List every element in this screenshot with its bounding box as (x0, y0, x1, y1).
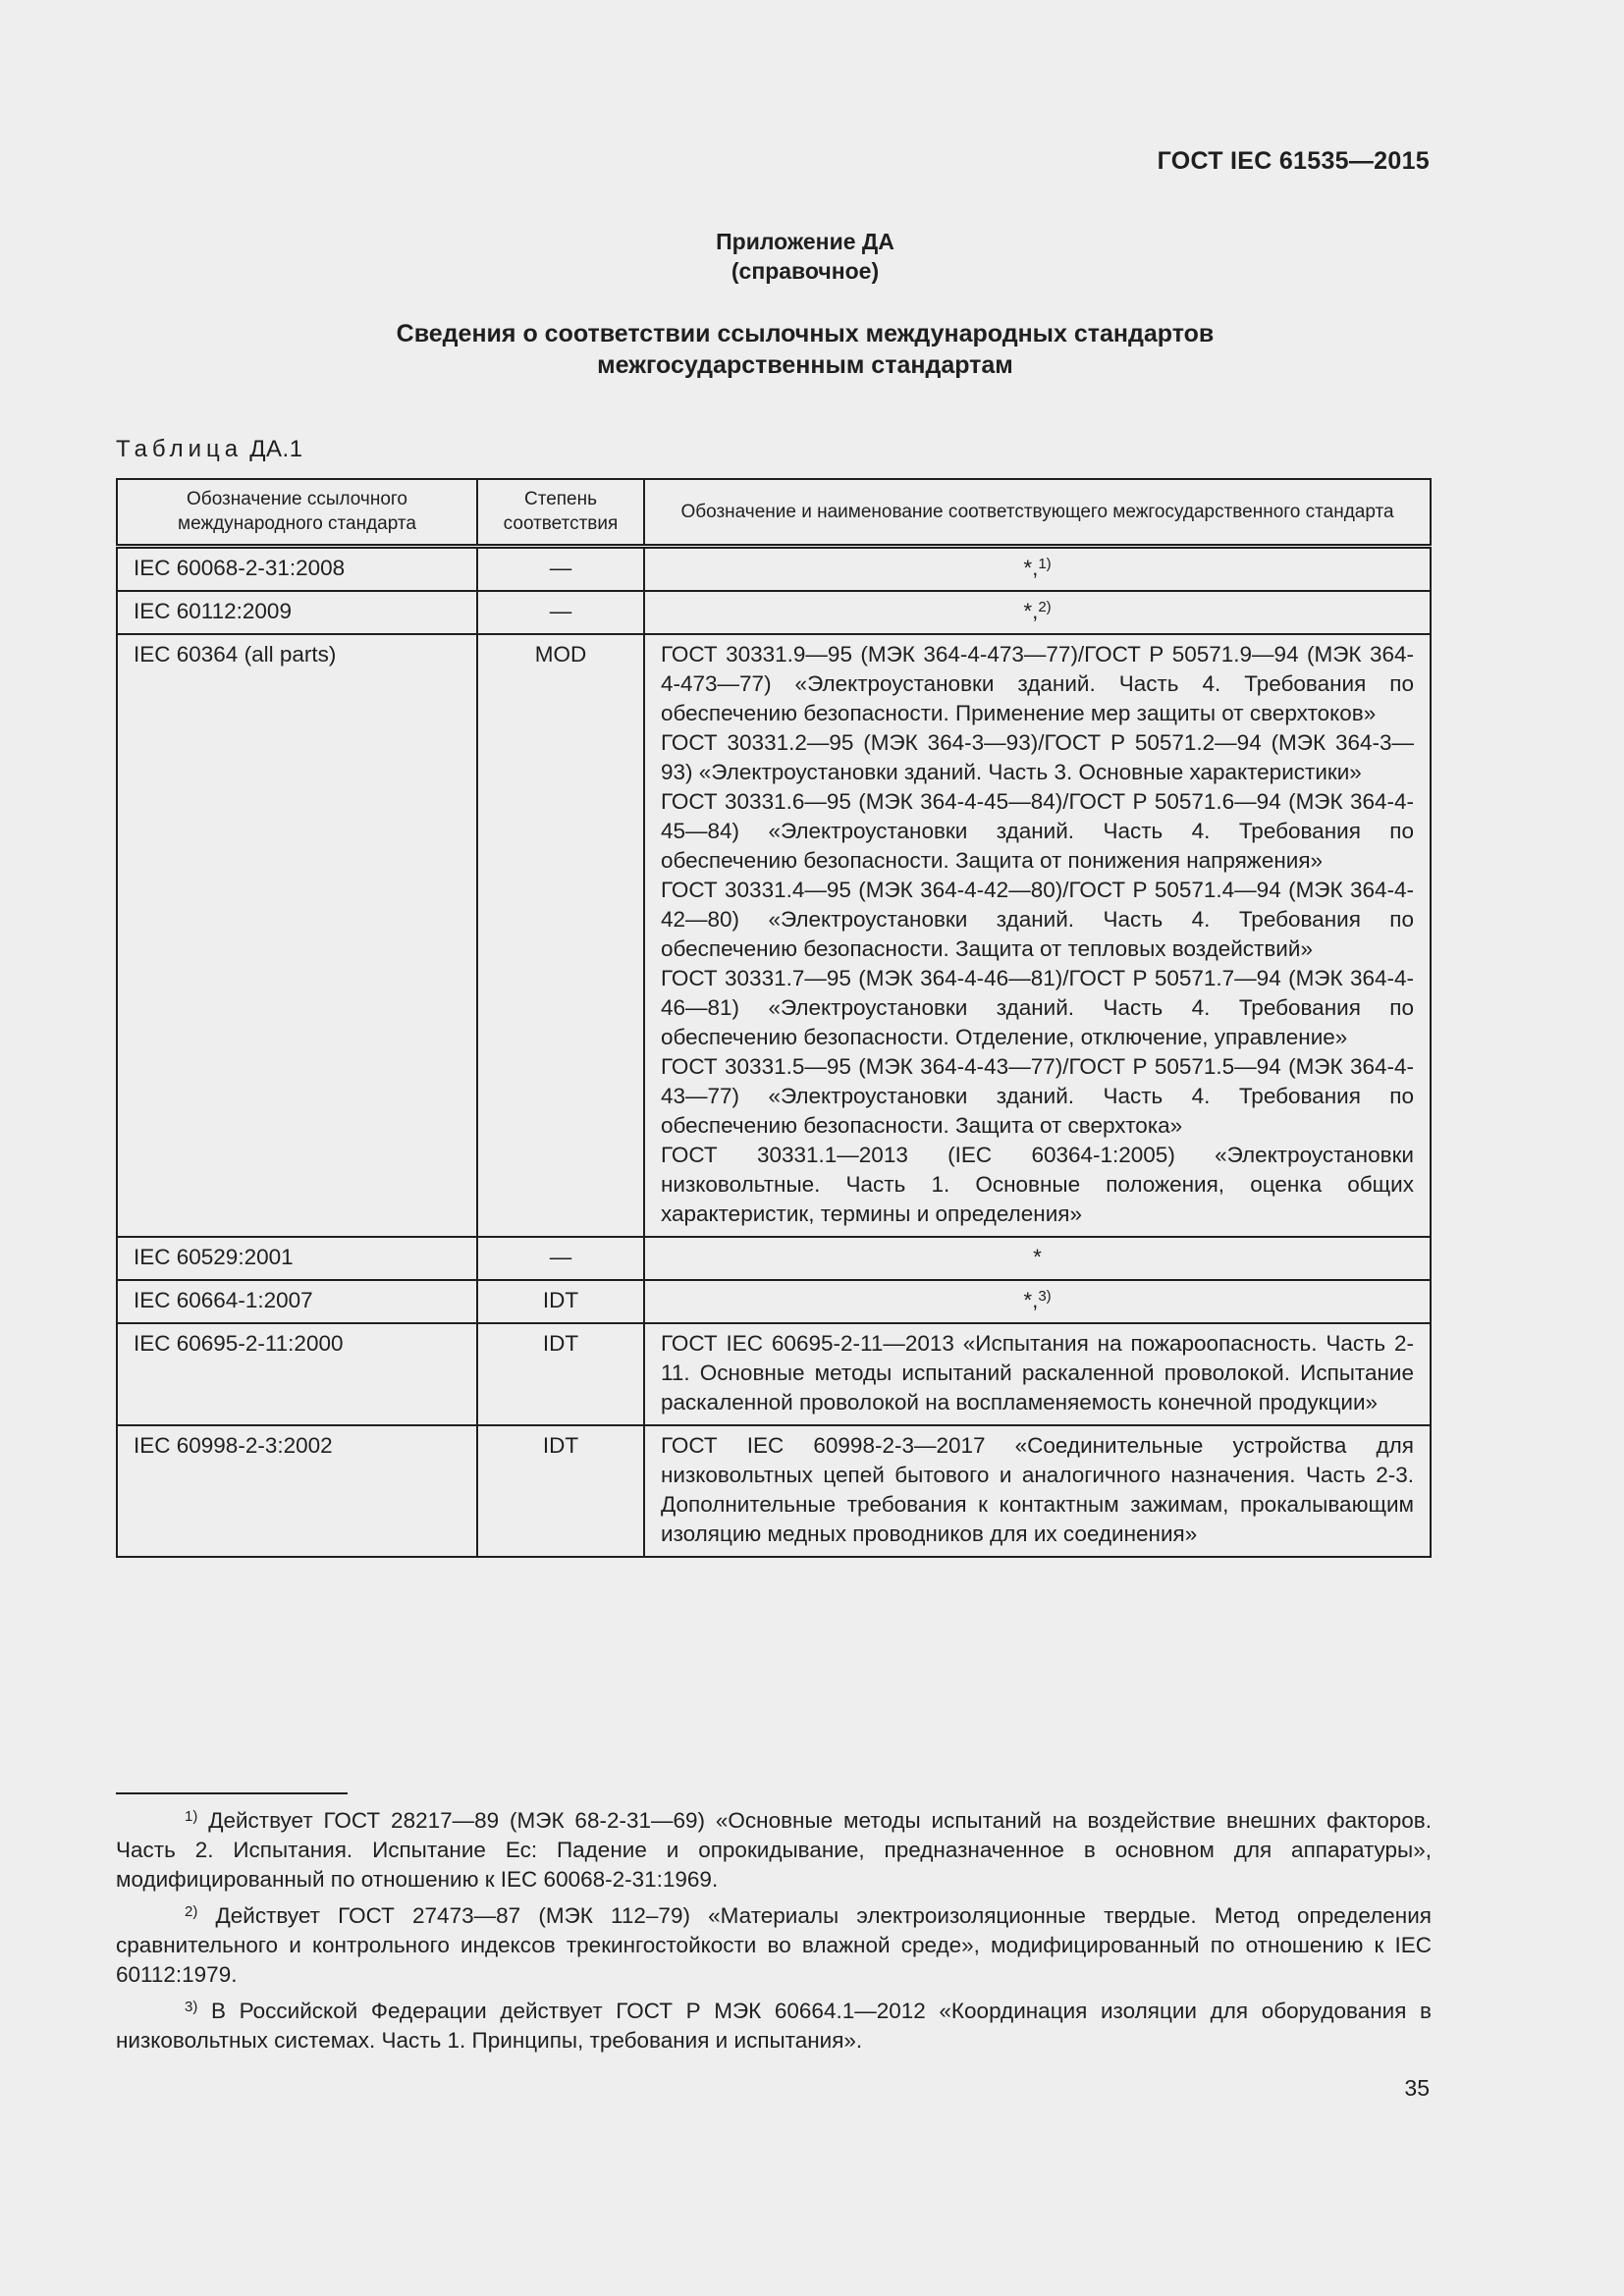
degree-value: MOD (477, 634, 644, 1237)
footnote-text: Действует ГОСТ 27473—87 (МЭК 112–79) «Материалы электроизоляционные твердые. Метод определения сравнительного и контрольного индексов трекингостойкости во влажной среде», модифицированный по отношению к IEC 60112:1979. (116, 1903, 1432, 1987)
table-row (117, 634, 1431, 1237)
ref-standard-code: IEC 60112:2009 (117, 591, 477, 634)
footnote (116, 1806, 1432, 1895)
ref-standard-code: IEC 60529:2001 (117, 1237, 477, 1280)
footnotes (116, 1806, 1432, 2062)
document-title (0, 318, 1610, 381)
no-standard-asterisk: * (1033, 1245, 1042, 1269)
no-standard-asterisk: *, (1023, 599, 1039, 623)
interstate-standard-entry: ГОСТ 30331.9—95 (МЭК 364-4-473—77)/ГОСТ Р 50571.9—94 (МЭК 364-4-473—77) «Электроустановки зданий. Часть 4. Требования по обеспечению безопасности. Применение мер защиты от сверхтоков» (661, 642, 1414, 725)
appendix-heading (0, 227, 1624, 286)
footnote (116, 1901, 1432, 1990)
footnote-mark: 1) (185, 1808, 198, 1825)
footnote-ref: 3) (1038, 1288, 1052, 1305)
interstate-standard-cell (644, 547, 1431, 592)
table-row (117, 1280, 1431, 1323)
no-standard-asterisk: *, (1023, 556, 1039, 580)
interstate-standard-cell (644, 1280, 1431, 1323)
header-ref-standard: Обозначение ссылочного международного стандарта (117, 479, 477, 547)
footnote-text: Действует ГОСТ 28217—89 (МЭК 68-2-31—69) «Основные методы испытаний на воздействие внешних факторов. Часть 2. Испытания. Испытание Ес: Падение и опрокидывание, предназначенное в основном для аппаратуры», модифицированный по отношению к IEC 60068-2-31:1969. (116, 1808, 1432, 1892)
degree-value: IDT (477, 1425, 644, 1557)
table-row (117, 591, 1431, 634)
table-caption (116, 436, 303, 463)
footnote-text: В Российской Федерации действует ГОСТ Р МЭК 60664.1—2012 «Координация изоляции для оборудования в низковольтных системах. Часть 1. Принципы, требования и испытания». (116, 1999, 1432, 2053)
degree-value: — (477, 1237, 644, 1280)
footnote-separator (116, 1792, 348, 1794)
header-interstate-standard: Обозначение и наименование соответствующего межгосударственного стандарта (644, 479, 1431, 547)
interstate-standard-entry: ГОСТ 30331.6—95 (МЭК 364-4-45—84)/ГОСТ Р 50571.6—94 (МЭК 364-4-45—84) «Электроустановки зданий. Часть 4. Требования по обеспечению безопасности. Защита от понижения напряжения» (661, 789, 1414, 873)
no-standard-asterisk: *, (1023, 1288, 1039, 1312)
footnote-mark: 3) (185, 1999, 198, 2015)
interstate-standard-entry: ГОСТ 30331.1—2013 (IEC 60364-1:2005) «Электроустановки низковольтные. Часть 1. Основные положения, оценка общих характеристик, термины и определения» (661, 1143, 1414, 1226)
table-header-row (117, 479, 1431, 547)
degree-value: — (477, 591, 644, 634)
ref-standard-code: IEC 60664-1:2007 (117, 1280, 477, 1323)
standards-table (116, 478, 1432, 1558)
interstate-standard-cell: ГОСТ IEC 60695-2-11—2013 «Испытания на пожароопасность. Часть 2-11. Основные методы испытаний раскаленной проволокой. Испытание раскаленной проволокой на воспламеняемость конечной продукции» (644, 1323, 1431, 1425)
table-caption-number: ДА.1 (249, 436, 303, 462)
document-title-line: Сведения о соответствии ссылочных международных стандартов (396, 320, 1215, 347)
interstate-standard-entry: ГОСТ 30331.7—95 (МЭК 364-4-46—81)/ГОСТ Р 50571.7—94 (МЭК 364-4-46—81) «Электроустановки зданий. Часть 4. Требования по обеспечению безопасности. Отделение, отключение, управление» (661, 966, 1414, 1049)
page-number: 35 (1404, 2075, 1430, 2101)
table-row (117, 1237, 1431, 1280)
interstate-standard-cell (644, 591, 1431, 634)
ref-standard-code: IEC 60998-2-3:2002 (117, 1425, 477, 1557)
ref-standard-code: IEC 60364 (all parts) (117, 634, 477, 1237)
interstate-standard-entry: ГОСТ 30331.4—95 (МЭК 364-4-42—80)/ГОСТ Р 50571.4—94 (МЭК 364-4-42—80) «Электроустановки зданий. Часть 4. Требования по обеспечению безопасности. Защита от тепловых воздействий» (661, 878, 1414, 961)
degree-value: IDT (477, 1323, 644, 1425)
degree-value: IDT (477, 1280, 644, 1323)
ref-standard-code: IEC 60695-2-11:2000 (117, 1323, 477, 1425)
footnote-mark: 2) (185, 1903, 198, 1920)
document-title-line: межгосударственным стандартам (597, 351, 1013, 379)
interstate-standard-entry: ГОСТ 30331.2—95 (МЭК 364-3—93)/ГОСТ Р 50571.2—94 (МЭК 364-3—93) «Электроустановки зданий. Часть 3. Основные характеристики» (661, 730, 1414, 784)
interstate-standard-cell: ГОСТ IEC 60998-2-3—2017 «Соединительные устройства для низковольтных цепей бытового и аналогичного назначения. Часть 2-3. Дополнительные требования к контактным зажимам, прокалывающим изоляцию медных проводников для их соединения» (644, 1425, 1431, 1557)
table-row (117, 1323, 1431, 1425)
footnote (116, 1997, 1432, 2056)
interstate-standard-cell (644, 634, 1431, 1237)
degree-value: — (477, 547, 644, 592)
header-degree: Степень соответствия (477, 479, 644, 547)
document-code: ГОСТ IEC 61535—2015 (1157, 147, 1430, 175)
interstate-standard-entry: ГОСТ 30331.5—95 (МЭК 364-4-43—77)/ГОСТ Р 50571.5—94 (МЭК 364-4-43—77) «Электроустановки зданий. Часть 4. Требования по обеспечению безопасности. Защита от сверхтока» (661, 1054, 1414, 1138)
appendix-title: Приложение ДА (716, 229, 894, 254)
footnote-ref: 1) (1038, 556, 1052, 572)
interstate-standard-cell (644, 1237, 1431, 1280)
appendix-subtitle: (справочное) (731, 258, 880, 284)
footnote-ref: 2) (1038, 599, 1052, 615)
table-caption-word: Таблица (116, 436, 244, 462)
ref-standard-code: IEC 60068-2-31:2008 (117, 547, 477, 592)
table-row (117, 1425, 1431, 1557)
table-row (117, 547, 1431, 592)
